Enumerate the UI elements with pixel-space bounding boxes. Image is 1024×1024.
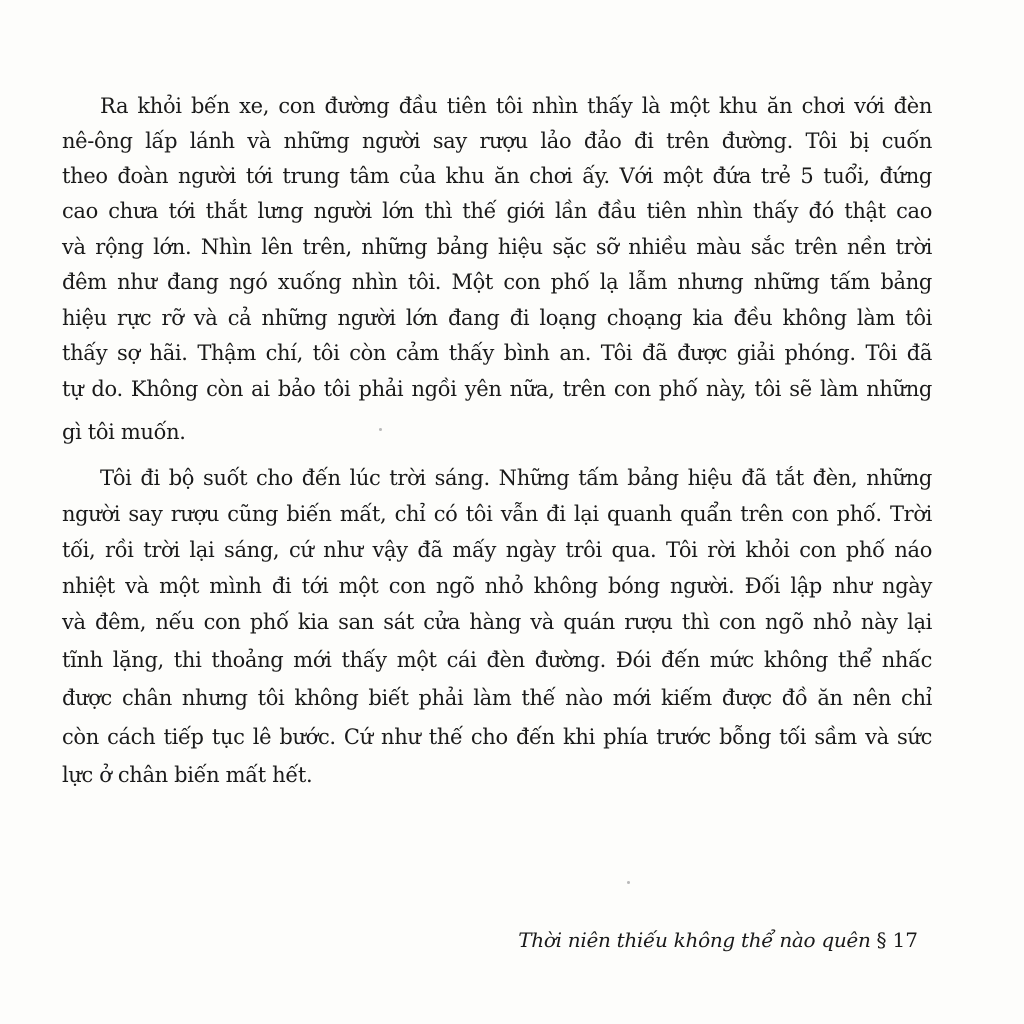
running-title: Thời niên thiếu không thể nào quên xyxy=(518,928,871,952)
paragraph-2-line: và đêm, nếu con phố kia san sát cửa hàng và quán rượu thì con ngõ nhỏ này lại xyxy=(62,610,932,634)
scan-speck xyxy=(379,428,382,431)
paragraph-2-line: lực ở chân biến mất hết. xyxy=(62,763,313,787)
paragraph-1-line: thấy sợ hãi. Thậm chí, tôi còn cảm thấy bình an. Tôi đã được giải phóng. Tôi đã xyxy=(62,341,932,365)
paragraph-2-line: Tôi đi bộ suốt cho đến lúc trời sáng. Những tấm bảng hiệu đã tắt đèn, những xyxy=(100,466,932,490)
paragraph-2-line: người say rượu cũng biến mất, chỉ có tôi vẫn đi lại quanh quẩn trên con phố. Trời xyxy=(62,502,932,526)
paragraph-2-line: tối, rồi trời lại sáng, cứ như vậy đã mấy ngày trôi qua. Tôi rời khỏi con phố náo xyxy=(62,538,932,562)
paragraph-1-line: theo đoàn người tới trung tâm của khu ăn chơi ấy. Với một đứa trẻ 5 tuổi, đứng xyxy=(62,164,932,188)
paragraph-1-line: nê-ông lấp lánh và những người say rượu lảo đảo đi trên đường. Tôi bị cuốn xyxy=(62,129,932,153)
paragraph-2-line: nhiệt và một mình đi tới một con ngõ nhỏ không bóng người. Đối lập như ngày xyxy=(62,574,932,598)
paragraph-1-line: cao chưa tới thắt lưng người lớn thì thế giới lần đầu tiên nhìn thấy đó thật cao xyxy=(62,199,932,223)
paragraph-1-line: gì tôi muốn. xyxy=(62,420,186,444)
paragraph-2-line: được chân nhưng tôi không biết phải làm thế nào mới kiếm được đồ ăn nên chỉ xyxy=(62,686,932,710)
ornament-icon: § xyxy=(876,928,887,952)
page-number: 17 xyxy=(892,928,918,952)
paragraph-1-line: Ra khỏi bến xe, con đường đầu tiên tôi nhìn thấy là một khu ăn chơi với đèn xyxy=(100,94,932,118)
page-footer xyxy=(518,926,918,954)
paragraph-1-line: đêm như đang ngó xuống nhìn tôi. Một con phố lạ lẫm nhưng những tấm bảng xyxy=(62,270,932,294)
paragraph-1-line: và rộng lớn. Nhìn lên trên, những bảng hiệu sặc sỡ nhiều màu sắc trên nền trời xyxy=(62,235,932,259)
scan-speck xyxy=(627,881,630,884)
paragraph-2-line: tĩnh lặng, thi thoảng mới thấy một cái đèn đường. Đói đến mức không thể nhấc xyxy=(62,648,932,672)
paragraph-2-line: còn cách tiếp tục lê bước. Cứ như thế cho đến khi phía trước bỗng tối sầm và sức xyxy=(62,725,932,749)
paragraph-1-line: hiệu rực rỡ và cả những người lớn đang đi loạng choạng kia đều không làm tôi xyxy=(62,306,932,330)
paragraph-1-line: tự do. Không còn ai bảo tôi phải ngồi yên nữa, trên con phố này, tôi sẽ làm những xyxy=(62,377,932,401)
